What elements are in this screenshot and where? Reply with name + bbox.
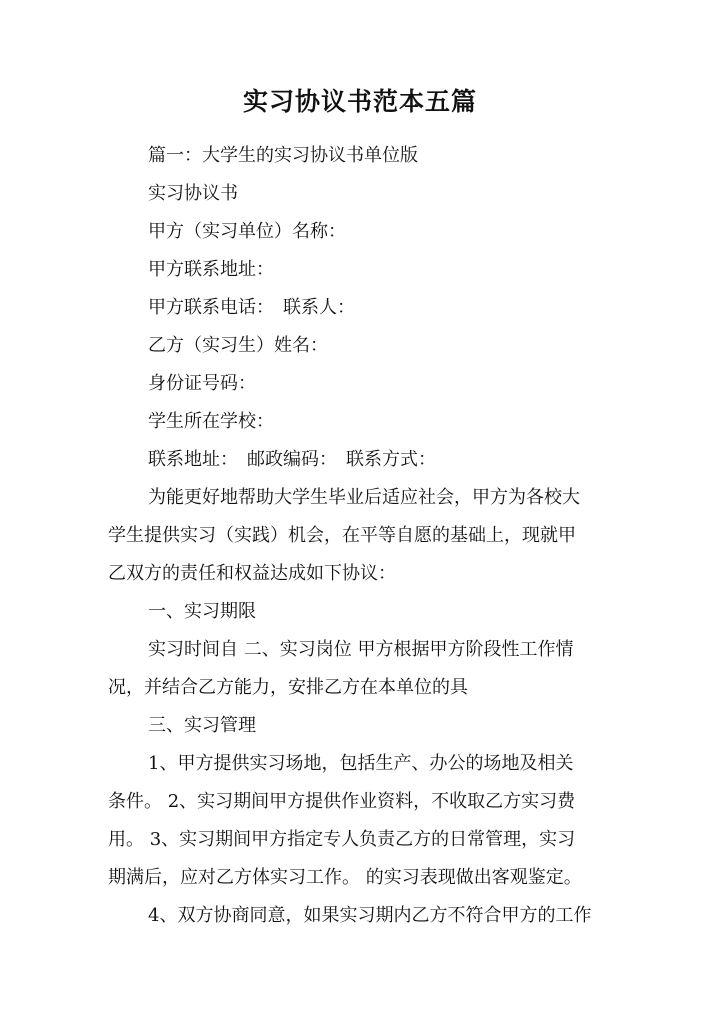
contact-info-line: 联系地址： 邮政编码： 联系方式：: [148, 449, 436, 470]
section-1-heading: 一、实习期限: [148, 601, 256, 622]
paragraph-2-line-1: 实习时间自 二、实习岗位 甲方根据甲方阶段性工作情: [148, 639, 574, 660]
paragraph-2-line-2: 况，并结合乙方能力，安排乙方在本单位的具: [108, 677, 468, 698]
agreement-heading: 实习协议书: [148, 183, 238, 204]
paragraph-3-line-1: 1、甲方提供实习场地，包括生产、办公的场地及相关: [148, 753, 574, 774]
paragraph-1-line-2: 学生提供实习（实践）机会，在平等自愿的基础上，现就甲: [108, 525, 576, 546]
paragraph-3-line-3: 用。 3、实习期间甲方指定专人负责乙方的日常管理，实习: [108, 829, 576, 850]
paragraph-3-line-4: 期满后，应对乙方体实习工作。 的实习表现做出客观鉴定。: [108, 867, 582, 888]
party-a-name-line: 甲方（实习单位）名称：: [148, 221, 346, 242]
section-3-heading: 三、实习管理: [148, 715, 256, 736]
paragraph-3-line-2: 条件。 2、实习期间甲方提供作业资料，不收取乙方实习费: [108, 791, 576, 812]
party-a-address-line: 甲方联系地址：: [148, 259, 274, 280]
paragraph-1-line-3: 乙双方的责任和权益达成如下协议：: [108, 563, 396, 584]
document-title: 实习协议书范本五篇: [242, 87, 477, 116]
id-number-line: 身份证号码：: [148, 373, 256, 394]
school-line: 学生所在学校：: [148, 411, 274, 432]
paragraph-4-line-1: 4、双方协商同意，如果实习期内乙方不符合甲方的工作: [148, 905, 592, 926]
paragraph-1-line-1: 为能更好地帮助大学生毕业后适应社会，甲方为各校大: [148, 487, 580, 508]
party-b-name-line: 乙方（实习生）姓名：: [148, 335, 328, 356]
party-a-contact-line: 甲方联系电话： 联系人：: [148, 297, 355, 318]
chapter-heading: 篇一：大学生的实习协议书单位版: [148, 145, 418, 166]
